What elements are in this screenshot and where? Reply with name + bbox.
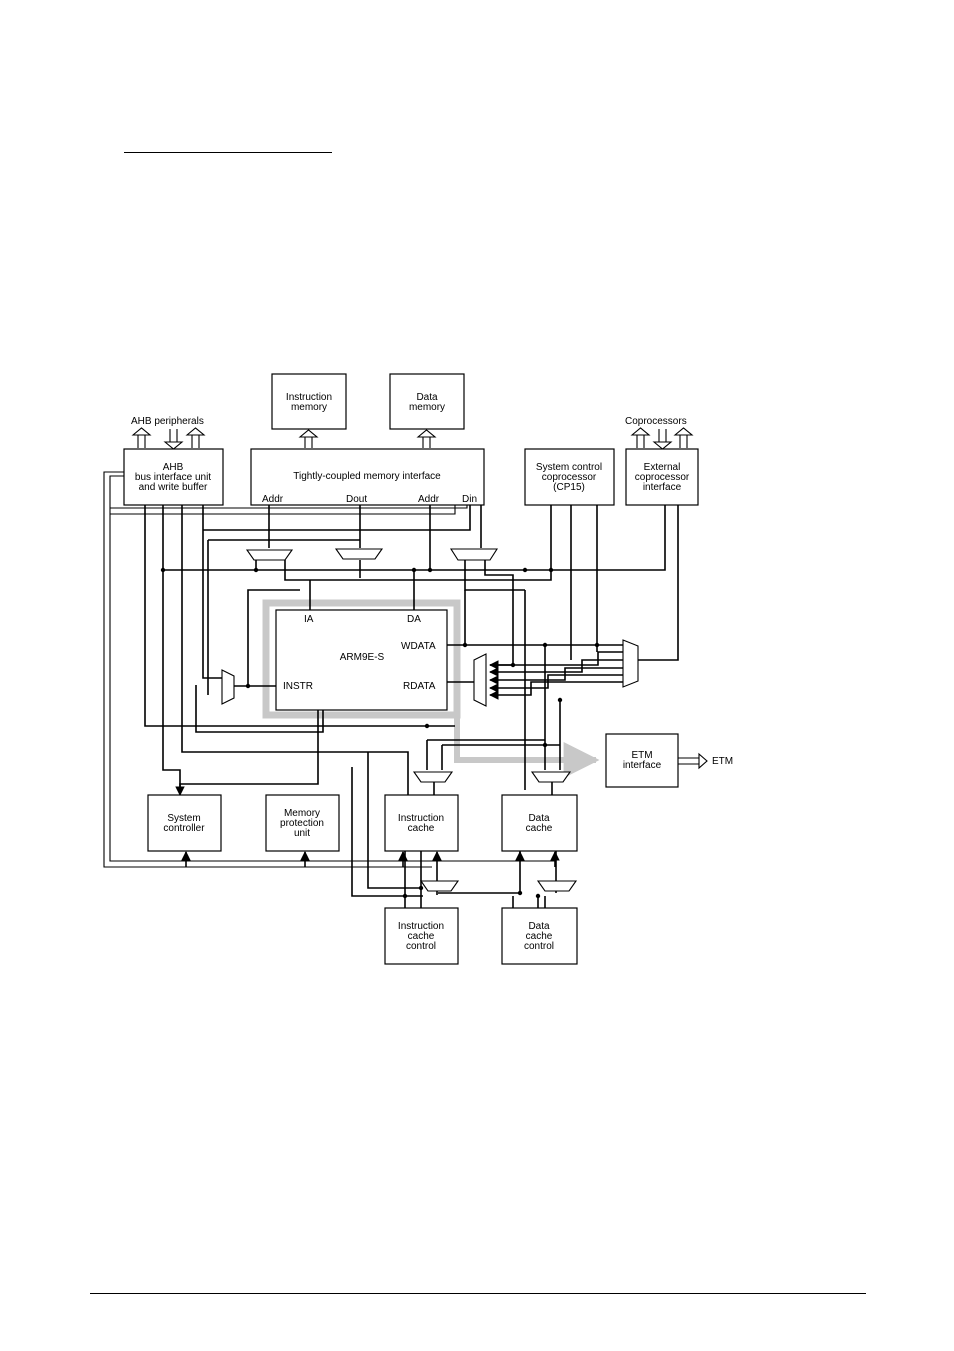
instruction-memory-block	[272, 374, 346, 429]
tcm-addr-left-label: Addr	[262, 494, 284, 505]
ahb-line1: AHB	[162, 462, 184, 473]
mpu-line1: Memory	[283, 808, 321, 819]
data-memory-line1: Data	[416, 392, 438, 403]
icache-line2: cache	[407, 823, 435, 834]
etm-line2: interface	[622, 760, 662, 771]
instruction-cache-control-block	[385, 908, 458, 964]
memory-protection-unit-block	[266, 795, 339, 851]
tcm-dout-label: Dout	[346, 494, 368, 505]
tcm-interface-title: Tightly-coupled memory interface	[293, 471, 441, 482]
etm-line1: ETM	[631, 750, 653, 761]
etm-output-label: ETM	[712, 756, 734, 767]
etm-interface-block	[606, 734, 678, 787]
core-title: ARM9E-S	[339, 652, 385, 663]
mux-icache-ctl	[421, 881, 458, 891]
system-controller-block	[148, 795, 221, 851]
mux-tcm-dout	[336, 549, 382, 559]
dcachectl-line3: control	[523, 941, 555, 952]
tcm-din-label: Din	[462, 494, 478, 505]
cp15-line2: coprocessor	[541, 472, 597, 483]
mux-tcm-din	[451, 549, 497, 560]
data-cache-control-block	[502, 908, 577, 964]
external-coprocessor-block	[626, 449, 698, 505]
extcp-line1: External	[643, 462, 681, 473]
mux-dcache	[532, 772, 570, 782]
ahb-line2: bus interface unit	[134, 472, 212, 483]
tcm-addr-right-label: Addr	[418, 494, 440, 505]
icache-line1: Instruction	[397, 813, 445, 824]
tcm-interface-block	[251, 449, 484, 505]
dcache-line2: cache	[525, 823, 553, 834]
icachectl-line3: control	[405, 941, 437, 952]
data-memory-block	[390, 374, 464, 429]
data-cache-block	[502, 795, 577, 851]
mpu-line3: unit	[293, 828, 311, 839]
mux-dcache-ctl	[538, 881, 576, 891]
ahb-peripherals-label: AHB peripherals	[131, 416, 204, 427]
mux-icache	[414, 772, 452, 782]
core-wdata-label: WDATA	[401, 641, 436, 652]
instruction-cache-block	[385, 795, 458, 851]
ahb-line3: and write buffer	[138, 482, 208, 493]
instruction-memory-line2: memory	[290, 402, 328, 413]
core-da-label: DA	[407, 614, 421, 625]
sysctl-line1: System	[167, 813, 201, 824]
footer-rule	[90, 1293, 866, 1294]
core-rdata-label: RDATA	[403, 681, 436, 692]
core-ia-label: IA	[304, 614, 314, 625]
ahb-bus-interface-block	[124, 449, 223, 505]
cp15-line1: System control	[535, 462, 603, 473]
icachectl-line1: Instruction	[397, 921, 445, 932]
mux-instr	[222, 670, 234, 704]
extcp-line2: coprocessor	[634, 472, 690, 483]
instruction-memory-line1: Instruction	[285, 392, 333, 403]
extcp-line3: interface	[642, 482, 682, 493]
dcachectl-line2: cache	[525, 931, 553, 942]
sysctl-line2: controller	[163, 823, 205, 834]
core-instr-label: INSTR	[283, 681, 313, 692]
mux-wdata	[623, 640, 638, 687]
dcachectl-line1: Data	[528, 921, 550, 932]
icachectl-line2: cache	[407, 931, 435, 942]
data-memory-line2: memory	[408, 402, 446, 413]
dcache-line1: Data	[528, 813, 550, 824]
coprocessors-label: Coprocessors	[625, 416, 687, 427]
cp15-line3: (CP15)	[553, 482, 585, 493]
cp15-block	[525, 449, 614, 505]
mux-tcm-addr	[247, 550, 292, 560]
mux-rdata	[474, 654, 486, 706]
mpu-line2: protection	[280, 818, 324, 829]
arm9e-s-core-block	[276, 610, 447, 710]
